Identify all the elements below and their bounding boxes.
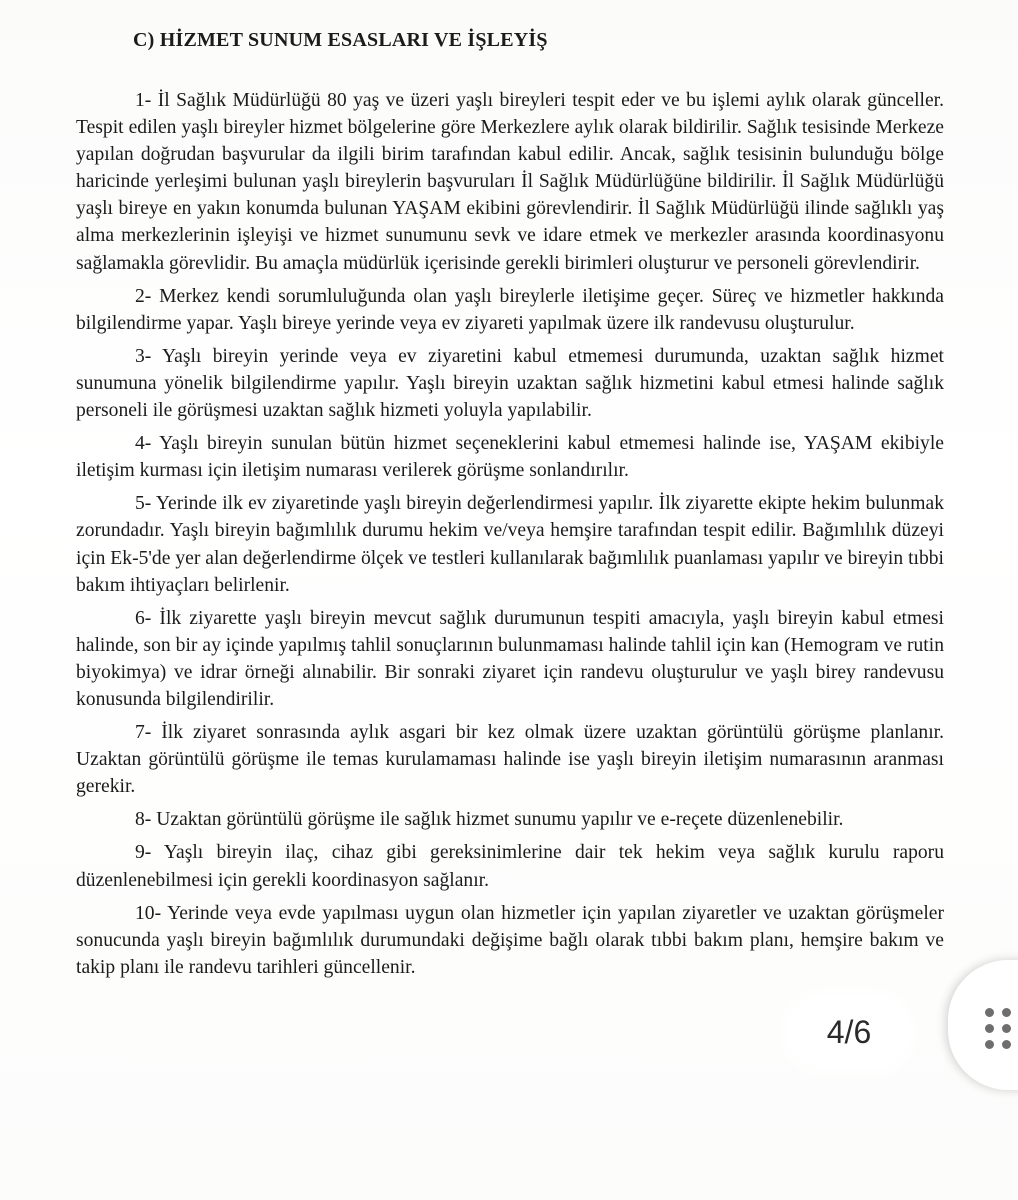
paragraph-8: 8- Uzaktan görüntülü görüşme ile sağlık hizmet sunumu yapılır ve e-reçete düzenlenebilir. bbox=[135, 809, 844, 831]
paragraph-6: 6- İlk ziyarette yaşlı bireyin mevcut sağlık durumunun tespiti amacıyla, yaşlı bireyin kabul etmesi halinde, son bir ay içinde yapılmış tahlil sonuçlarının bulunmaması halinde tahlil için kan (Hemogram ve rutin biyokimya) ve idrar örneği alınabilir. Bir sonraki ziyaret için randevu oluşturulur ve yaşlı birey randevusu konusunda bilgilendirilir. bbox=[76, 607, 944, 710]
paragraph-5: 5- Yerinde ilk ev ziyaretinde yaşlı bireyin değerlendirmesi yapılır. İlk ziyarette ekipte hekim bulunmak zorundadır. Yaşlı bireyin bağımlılık durumu hekim ve/veya hemşire tarafından tespit edilir. Bağımlılık düzeyi için Ek-5'de yer alan değerlendirme ölçek ve testleri kullanılarak bağımlılık puanlaması yapılır ve bireyin tıbbi bakım ihtiyaçları belirlenir. bbox=[76, 493, 944, 596]
paragraph-10: 10- Yerinde veya evde yapılması uygun olan hizmetler için yapılan ziyaretler ve uzaktan görüşmeler sonucunda yaşlı bireyin bağımlılık durumundaki değişime bağlı olarak tıbbi bakım planı, hemşire bakım ve takip planı ile randevu tarihleri güncellenir. bbox=[76, 902, 944, 978]
document-body bbox=[76, 87, 944, 987]
paragraph-7: 7- İlk ziyaret sonrasında aylık asgari bir kez olmak üzere uzaktan görüntülü görüşme planlanır. Uzaktan görüntülü görüşme ile temas kurulamaması halinde ise yaşlı bireyin iletişim numarasının aranması gerekir. bbox=[76, 722, 944, 798]
paragraph-3: 3- Yaşlı bireyin yerinde veya ev ziyaretini kabul etmemesi durumunda, uzaktan sağlık hizmet sunumuna yönelik bilgilendirme yapılır. Yaşlı bireyin uzaktan sağlık hizmetini kabul etmesi halinde sağlık personeli ile görüşmesi uzaktan sağlık hizmeti yoluyla yapılabilir. bbox=[76, 345, 944, 422]
page-indicator: 4/6 bbox=[792, 1000, 906, 1064]
paragraph-9: 9- Yaşlı bireyin ilaç, cihaz gibi gereksinimlerine dair tek hekim veya sağlık kurulu raporu düzenlenebilmesi için gerekli koordinasyon sağlanır. bbox=[76, 842, 944, 891]
paragraph-2: 2- Merkez kendi sorumluluğunda olan yaşlı bireylerle iletişime geçer. Süreç ve hizmetler hakkında bilgilendirme yapar. Yaşlı bireye yerinde veya ev ziyareti yapılmak üzere ilk randevusu oluşturulur. bbox=[76, 285, 944, 334]
paragraph-1: 1- İl Sağlık Müdürlüğü 80 yaş ve üzeri yaşlı bireyleri tespit eder ve bu işlemi aylık olarak günceller. Tespit edilen yaşlı bireyler hizmet bölgelerine göre Merkezlere aylık olarak bildirilir. Sağlık tesisinde Merkeze yapılan doğrudan başvurular da ilgili birim tarafından kabul edilir. Ancak, sağlık tesisinin bulunduğu bölge haricinde yerleşimi bulunan yaşlı bireylerin başvuruları İl Sağlık Müdürlüğüne bildirilir. İl Sağlık Müdürlüğü yaşlı bireye en yakın konumda bulunan YAŞAM ekibini görevlendirir. İl Sağlık Müdürlüğü ilinde sağlıklı yaş alma merkezlerinin işleyişi ve hizmet sunumunu sevk ve idare etmek ve merkezler arasında koordinasyonu sağlamakla görevlidir. Bu amaçla müdürlük içerisinde gerekli birimleri oluşturur ve personeli görevlendirir. bbox=[76, 90, 944, 274]
paragraph-4: 4- Yaşlı bireyin sunulan bütün hizmet seçeneklerini kabul etmemesi halinde ise, YAŞAM ekibiyle iletişim kurması için iletişim numarası verilerek görüşme sonlandırılır. bbox=[76, 433, 944, 482]
drag-dots-icon[interactable] bbox=[985, 1008, 1015, 1050]
section-title: C) HİZMET SUNUM ESASLARI VE İŞLEYİŞ bbox=[133, 29, 548, 51]
